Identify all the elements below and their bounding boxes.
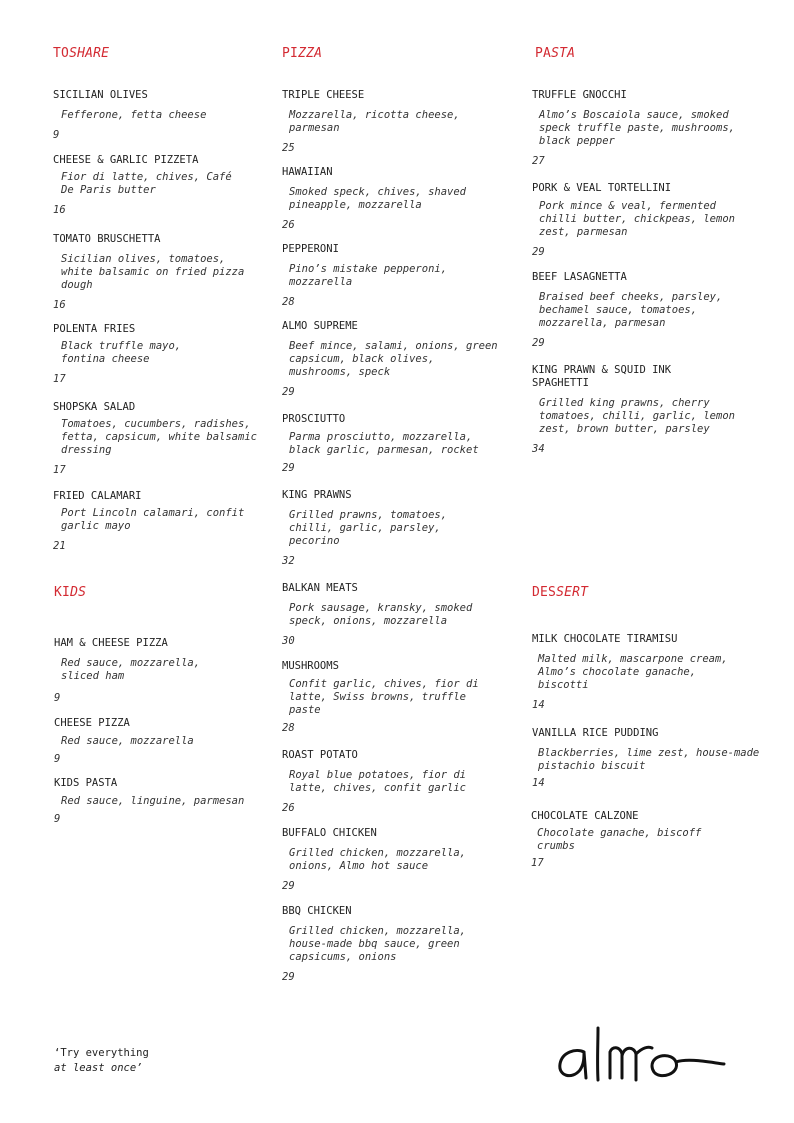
item-name: POLENTA FRIES (53, 323, 136, 335)
item-price: 17 (53, 373, 66, 385)
item-description: Almo’s Boscaiola sauce, smoked speck truffle paste, mushrooms, black pepper (539, 109, 735, 147)
item-name: BUFFALO CHICKEN (282, 827, 377, 839)
heading-to-share: TOSHARE (53, 46, 110, 61)
item-description: Malted milk, mascarpone cream, Almo’s chocolate ganache, biscotti (538, 653, 728, 691)
item-description: Pino’s mistake pepperoni, mozzarella (289, 263, 448, 288)
item-price: 29 (532, 246, 545, 258)
item-description: Fior di latte, chives, Café De Paris butter (61, 171, 232, 196)
menu-item (53, 154, 238, 217)
item-price: 14 (532, 777, 545, 789)
item-name: TRIPLE CHEESE (282, 89, 365, 101)
item-description: Braised beef cheeks, parsley, bechamel sauce, tomatoes, mozzarella, parmesan (539, 291, 723, 329)
item-name: BBQ CHICKEN (282, 905, 352, 917)
item-name: PORK & VEAL TORTELLINI (532, 182, 672, 194)
item-name: HAM & CHEESE PIZZA (54, 637, 168, 649)
item-price: 27 (532, 155, 545, 167)
footer-quote (54, 1046, 149, 1076)
item-description: Pork mince & veal, fermented chilli butter, chickpeas, lemon zest, parmesan (539, 200, 735, 238)
item-description: Grilled prawns, tomatoes, chilli, garlic, parsley, pecorino (289, 509, 448, 547)
item-description: Red sauce, mozzarella, sliced ham (61, 657, 201, 682)
menu-item (282, 89, 487, 155)
menu-item (532, 89, 742, 168)
item-price: 29 (282, 386, 295, 398)
menu-item (532, 364, 772, 456)
item-name: CHOCOLATE CALZONE (531, 810, 639, 822)
menu-item (282, 660, 487, 735)
item-description: Fefferone, fetta cheese (61, 109, 207, 121)
menu-item (282, 582, 497, 648)
item-name: ALMO SUPREME (282, 320, 358, 332)
item-price: 29 (282, 462, 295, 474)
item-description: Port Lincoln calamari, confit garlic mayo (61, 507, 245, 532)
item-name: CHEESE PIZZA (54, 717, 130, 729)
item-price: 29 (282, 880, 295, 892)
item-price: 17 (53, 464, 66, 476)
item-description: Red sauce, mozzarella (61, 735, 194, 747)
item-description: Royal blue potatoes, fior di latte, chives, confit garlic (289, 769, 467, 794)
item-price: 25 (282, 142, 295, 154)
item-price: 9 (54, 692, 61, 704)
menu-item (282, 243, 477, 309)
menu-item (282, 320, 502, 399)
menu-item (282, 749, 497, 815)
item-name: PEPPERONI (282, 243, 339, 255)
menu-item (532, 271, 772, 350)
item-name: PROSCIUTTO (282, 413, 346, 425)
item-price: 26 (282, 802, 295, 814)
item-description: Confit garlic, chives, fior di latte, Swiss browns, truffle paste (289, 678, 479, 716)
item-description: Chocolate ganache, biscoff crumbs (537, 827, 702, 852)
menu-item (282, 489, 472, 568)
item-price: 29 (282, 971, 295, 983)
item-price: 30 (282, 635, 295, 647)
menu-item (282, 413, 500, 475)
item-name: BALKAN MEATS (282, 582, 358, 594)
item-name: MUSHROOMS (282, 660, 339, 672)
heading-pizza: PIZZA (282, 46, 323, 61)
item-price: 17 (531, 857, 544, 869)
item-description: Grilled chicken, mozzarella, onions, Almo hot sauce (289, 847, 467, 872)
item-description: Sicilian olives, tomatoes, white balsamic on fried pizza dough (61, 253, 245, 291)
item-name: KING PRAWNS (282, 489, 352, 501)
item-price: 16 (53, 204, 66, 216)
menu-item (53, 401, 273, 477)
item-name: KING PRAWN & SQUID INK SPAGHETTI (532, 364, 672, 389)
item-price: 32 (282, 555, 295, 567)
menu-item (53, 233, 253, 312)
item-price: 9 (54, 753, 61, 765)
item-description: Pork sausage, kransky, smoked speck, onions, mozzarella (289, 602, 473, 627)
item-description: Parma prosciutto, mozzarella, black garlic, parmesan, rocket (289, 431, 479, 456)
item-description: Red sauce, linguine, parmesan (61, 795, 245, 807)
item-name: KIDS PASTA (54, 777, 118, 789)
menu-item (53, 490, 253, 553)
menu-item (531, 810, 731, 870)
item-price: 34 (532, 443, 545, 455)
item-description: Beef mince, salami, onions, green capsicum, black olives, mushrooms, speck (289, 340, 498, 378)
almo-logo (548, 1018, 744, 1090)
item-description: Mozzarella, ricotta cheese, parmesan (289, 109, 460, 134)
item-name: VANILLA RICE PUDDING (532, 727, 659, 739)
quote-line-2: at least once’ (54, 1062, 143, 1074)
menu-item (54, 777, 279, 826)
heading-kids: KIDS (54, 585, 87, 600)
item-description: Smoked speck, chives, shaved pineapple, mozzarella (289, 186, 467, 211)
item-name: CHEESE & GARLIC PIZZETA (53, 154, 199, 166)
item-name: ROAST POTATO (282, 749, 358, 761)
item-name: TOMATO BRUSCHETTA (53, 233, 161, 245)
menu-item (282, 827, 492, 893)
item-description: Grilled chicken, mozzarella, house-made bbq sauce, green capsicums, onions (289, 925, 467, 963)
item-price: 28 (282, 722, 295, 734)
item-price: 28 (282, 296, 295, 308)
item-name: SICILIAN OLIVES (53, 89, 148, 101)
item-price: 9 (54, 813, 61, 825)
item-price: 29 (532, 337, 545, 349)
item-description: Grilled king prawns, cherry tomatoes, chilli, garlic, lemon zest, brown butter, parsley (539, 397, 735, 435)
menu-item (53, 323, 228, 386)
menu-item (532, 182, 742, 259)
item-description: Black truffle mayo, fontina cheese (61, 340, 182, 365)
menu-item (532, 727, 772, 790)
item-description: Tomatoes, cucumbers, radishes, fetta, capsicum, white balsamic dressing (61, 418, 257, 456)
item-name: BEEF LASAGNETTA (532, 271, 627, 283)
item-price: 9 (53, 129, 60, 141)
item-name: HAWAIIAN (282, 166, 333, 178)
menu-item (282, 905, 492, 984)
item-description: Blackberries, lime zest, house-made pistachio biscuit (538, 747, 760, 772)
item-price: 16 (53, 299, 66, 311)
item-name: TRUFFLE GNOCCHI (532, 89, 627, 101)
menu-item (54, 637, 244, 705)
heading-dessert: DESSERT (532, 585, 589, 600)
menu-item (54, 717, 289, 766)
quote-line-1: ‘Try everything (54, 1047, 149, 1059)
menu-item (532, 633, 732, 712)
item-price: 26 (282, 219, 295, 231)
item-price: 21 (53, 540, 66, 552)
heading-pasta: PASTA (535, 46, 576, 61)
menu-item (282, 166, 492, 232)
item-name: FRIED CALAMARI (53, 490, 142, 502)
item-price: 14 (532, 699, 545, 711)
menu-item (53, 89, 288, 142)
item-name: MILK CHOCOLATE TIRAMISU (532, 633, 678, 645)
item-name: SHOPSKA SALAD (53, 401, 136, 413)
